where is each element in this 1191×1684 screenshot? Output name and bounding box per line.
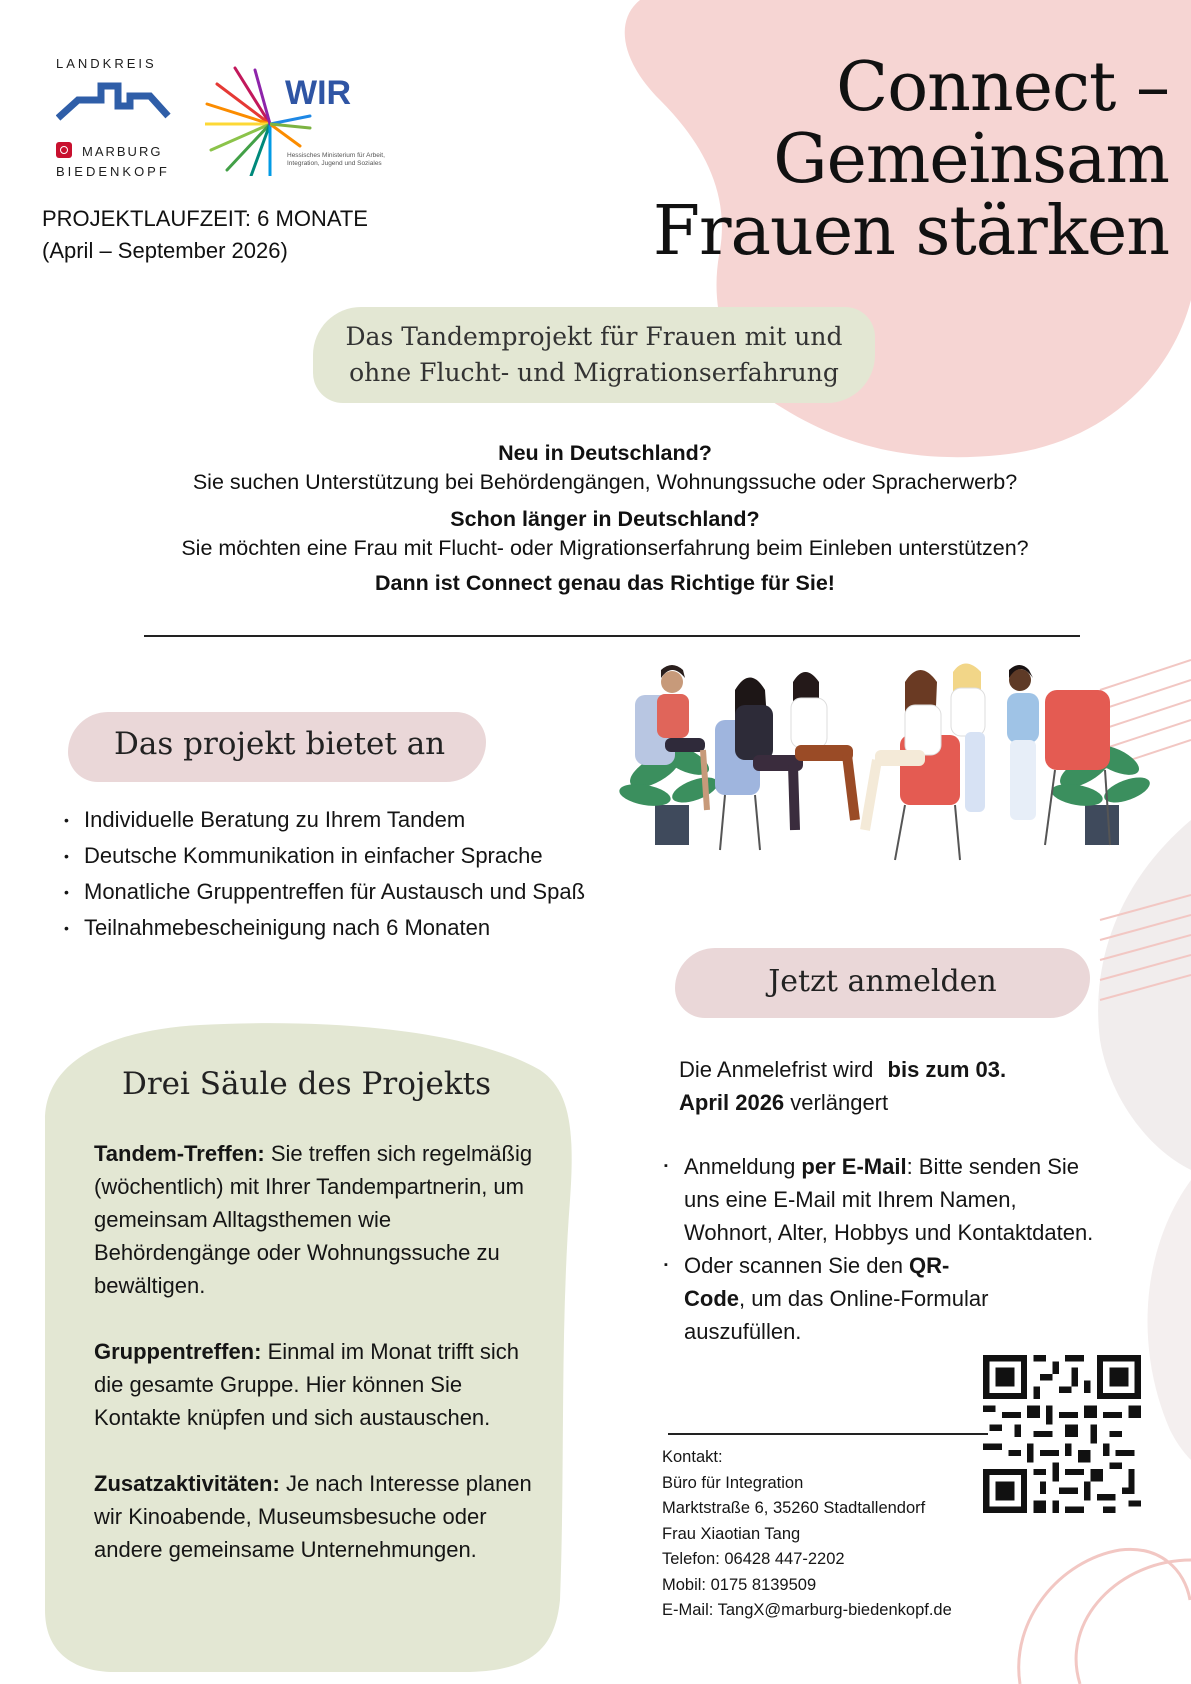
- register-item-qr: [664, 1249, 1099, 1348]
- landkreis-red-square-icon: [56, 142, 72, 158]
- contact-mobile: Mobil: 0175 8139509: [662, 1575, 817, 1594]
- deadline-text: [679, 1053, 1069, 1119]
- title-line2: Gemeinsam: [773, 120, 1169, 199]
- offer-list: [64, 802, 664, 946]
- ministry-logo: [205, 66, 385, 186]
- intro-question-2: Schon länger in Deutschland?: [450, 507, 760, 531]
- pillar-tandem: [94, 1137, 544, 1302]
- pillar-group-title: Gruppentreffen:: [94, 1339, 262, 1364]
- register-item-qr-post: , um das Online-Formular auszufüllen.: [684, 1286, 989, 1344]
- deadline-pre: Die Anmelefrist wird: [679, 1057, 880, 1082]
- landkreis-line1: MARBURG: [82, 144, 163, 159]
- intro-cta: Dann ist Connect genau das Richtige für Sie!: [375, 571, 835, 595]
- page-title: [609, 48, 1169, 271]
- intro-question-1: Neu in Deutschland?: [498, 441, 712, 465]
- register-heading-pill: [675, 948, 1090, 1018]
- title-line3: Frauen stärken: [652, 192, 1169, 271]
- landkreis-logo: [56, 56, 176, 186]
- grey-sweep-2: [1148, 1180, 1191, 1460]
- pillar-tandem-text: Sie treffen sich regelmäßig (wöchentlich) mit Ihrer Tandempartnerin, um gemeinsam Alltagsthemen wie Behördengänge oder Wohnungssuche zu bewältigen.: [94, 1141, 533, 1298]
- offer-item: • Deutsche Kommunikation in einfacher Sprache: [64, 838, 664, 874]
- intro-text-2: Sie möchten eine Frau mit Flucht- oder Migrationserfahrung beim Einleben unterstützen?: [181, 536, 1029, 560]
- pillar-extra: [94, 1467, 544, 1566]
- contact-address: Marktstraße 6, 35260 Stadtallendorf: [662, 1499, 926, 1517]
- register-item-email-pre: Anmeldung: [684, 1154, 802, 1179]
- deadline-bold2: April 2026: [679, 1090, 785, 1115]
- landkreis-line2: BIEDENKOPF: [56, 164, 170, 179]
- contact-divider: [668, 1433, 988, 1435]
- wir-brand: WIR: [285, 74, 352, 112]
- intro-block: [60, 439, 1150, 598]
- register-item-email: [664, 1150, 1099, 1249]
- title-line1: Connect –: [836, 48, 1169, 127]
- register-item-qr-pre: Oder scannen Sie den: [684, 1253, 910, 1278]
- offer-heading-pill: [68, 712, 486, 782]
- landkreis-label: LANDKREIS: [56, 56, 157, 71]
- register-item-email-bold: per E-Mail: [801, 1154, 907, 1179]
- pillars-heading: Drei Säule des Projekts: [122, 1066, 491, 1102]
- subtitle-line1: Das Tandemprojekt für Frauen mit und: [345, 322, 843, 351]
- subtitle-text: [313, 307, 875, 391]
- register-item-qr-bold: QR-Code: [684, 1253, 950, 1311]
- offer-heading: Das projekt bietet an: [114, 726, 446, 762]
- women-group-illustration: [615, 660, 1160, 880]
- contact-label: Kontakt:: [662, 1448, 723, 1466]
- subtitle-pill: [313, 307, 875, 403]
- ministry-caption: Hessisches Ministerium für Arbeit, Integration, Jugend und Soziales: [287, 152, 385, 167]
- register-list: [664, 1150, 1099, 1348]
- contact-phone: Telefon: 06428 447-2202: [662, 1550, 845, 1568]
- project-period-line1: PROJEKTLAUFZEIT: 6 MONATE: [42, 206, 368, 231]
- intro-text-1: Sie suchen Unterstützung bei Behördengängen, Wohnungssuche oder Spracherwerb?: [192, 470, 1018, 494]
- contact-block: [662, 1445, 1082, 1624]
- pillar-group-text: Einmal im Monat trifft sich die gesamte Gruppe. Hier können Sie Kontakte knüpfen und sich austauschen.: [94, 1339, 520, 1430]
- divider: [144, 635, 1080, 637]
- pillar-group: [94, 1335, 544, 1434]
- pillar-extra-title: Zusatzaktivitäten:: [94, 1471, 280, 1496]
- pillar-tandem-title: Tandem-Treffen:: [94, 1141, 265, 1166]
- contact-office: Büro für Integration: [662, 1473, 804, 1492]
- offer-item: • Individuelle Beratung zu Ihrem Tandem: [64, 802, 664, 838]
- project-period: [42, 203, 462, 267]
- offer-item: • Monatliche Gruppentreffen für Austausch und Spaß: [64, 874, 664, 910]
- landkreis-skyline-icon: [56, 78, 171, 128]
- register-heading: Jetzt anmelden: [768, 964, 997, 999]
- subtitle-line2: ohne Flucht- und Migrationserfahrung: [349, 358, 839, 387]
- project-period-line2: (April – September 2026): [42, 238, 288, 263]
- contact-email[interactable]: E-Mail: TangX@marburg-biedenkopf.de: [662, 1601, 952, 1619]
- contact-person: Frau Xiaotian Tang: [662, 1524, 801, 1543]
- deadline-bold1: bis zum 03.: [887, 1057, 1007, 1082]
- pillars-body: [94, 1137, 544, 1566]
- pillar-extra-text: Je nach Interesse planen wir Kinoabende, Museumsbesuche oder andere gemeinsame Unternehmungen.: [94, 1471, 532, 1562]
- register-item-email-post: : Bitte senden Sie uns eine E-Mail mit Ihrem Namen, Wohnort, Alter, Hobbys und Kontaktdaten.: [684, 1154, 1094, 1245]
- deadline-post: verlängert: [784, 1090, 889, 1115]
- offer-item: • Teilnahmebescheinigung nach 6 Monaten: [64, 910, 664, 946]
